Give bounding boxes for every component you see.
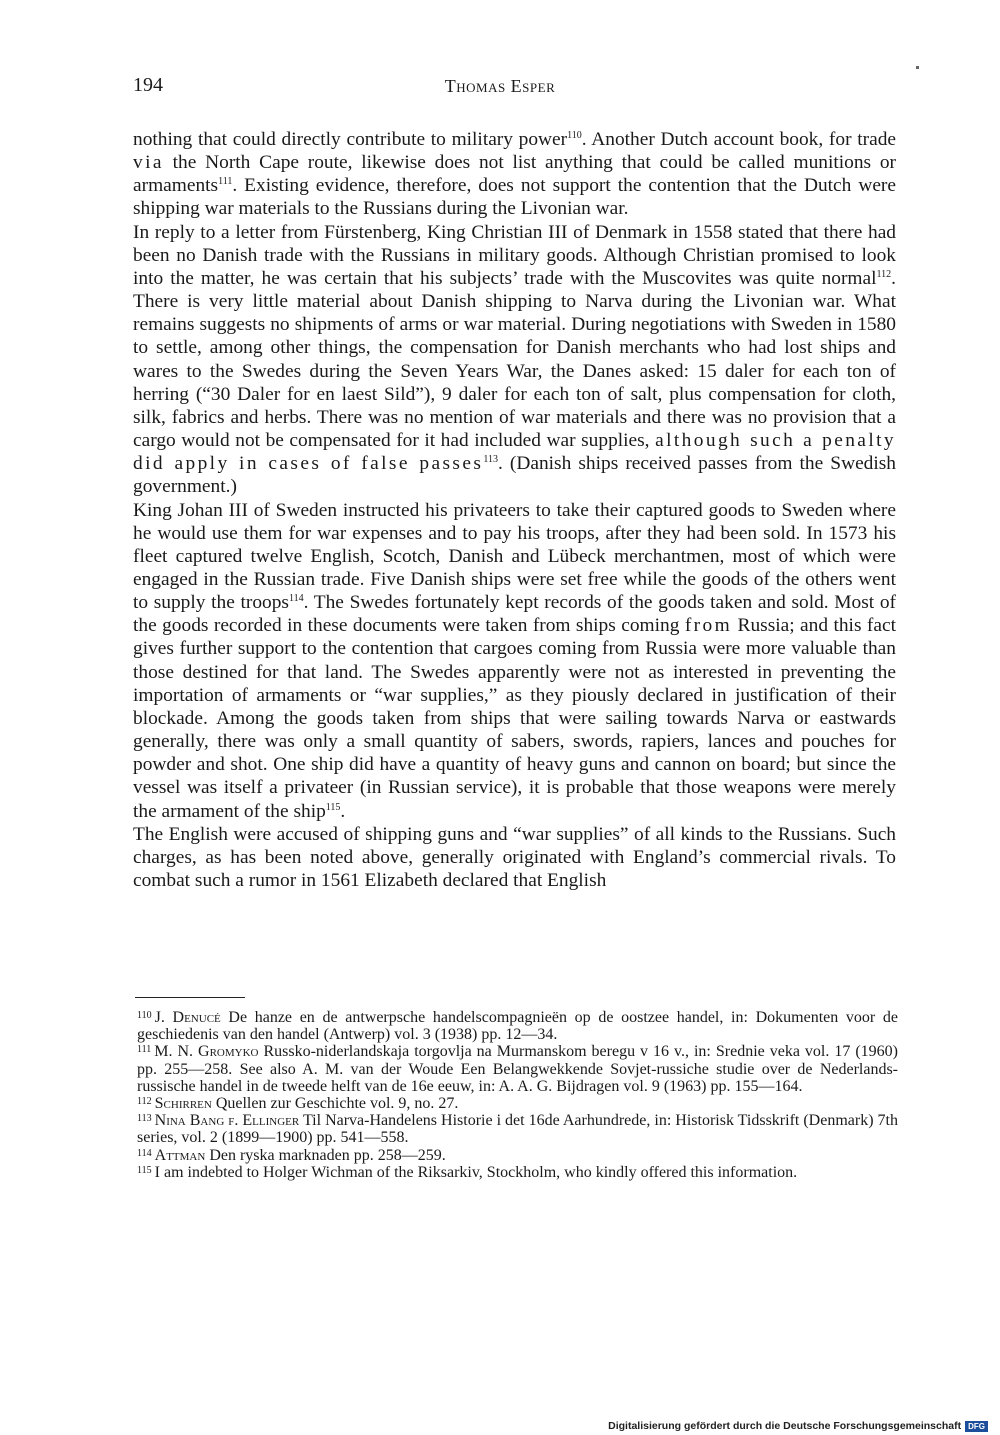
paragraph-2: In reply to a letter from Fürstenberg, King Christian III of Denmark in 1558 stated that there had been no Danish trade with the Russians in military goods. Although Christian promised to look into the matter, he was certain that his subjects’ trade with the Muscovites was quite normal$^{112}$. There is very little material about Danish shipping to Narva during the Livonian war. What remains suggests no shipments of arms or war material. During negotiations with Sweden in 1580 to settle, among other things, the compensation for Danish merchants who had lost ships and wares to the Swedes during the Seven Years War, the Danes asked: 15 daler for each ton of herring (“30 Daler for en laest Sild”), 9 daler for each ton of salt, plus compensation for cloth, silk, fabrics and herbs. There was no mention of war materials and there was no provision that a cargo would not be compensated for it had included war supplies, although such a penalty did apply in cases of false passes$^{113}$. (Danish ships received passes from the Swedish government.): [133, 221, 897, 498]
footnote-ref-110[interactable]: 110: [567, 130, 582, 141]
paragraph-1: nothing that could directly contribute to military power$^{110}$. Another Dutch account book, for trade via the North Cape route, likewise does not list anything that could be called munitions or armaments$^{111}$. Existing evidence, therefore, does not support the contention that the Dutch were shipping war materials to the Russians during the Livonian war.: [133, 129, 896, 220]
footnote-113: $^{113}$ Nina Bang f. Ellinger Til Narva-Handelens Historie i det 16de Aarhundrede, in: Historisk Tidsskrift (Denmark) 7th series, vol. 2 (1899—1900) pp. 541—558.: [137, 1112, 899, 1147]
footnote-author: J. Denucé: [154, 1009, 221, 1026]
footnote-112: $^{112}$ Schirren Quellen zur Geschichte vol. 9, no. 27.: [137, 1095, 459, 1113]
paragraph-3: King Johan III of Sweden instructed his privateers to take their captured goods to Sweden where he would use them for war expenses and to pay his troops, after they had been sold. In 1573 his fleet captured twelve English, Scotch, Danish and Lübeck merchantmen, most of which were engaged in the Russian trade. Five Danish ships were set free while the goods of the others went to supply the troops$^{114}$. The Swedes fortunately kept records of the goods taken and sold. Most of the goods recorded in these documents were taken from ships coming from Russia; and this fact gives further support to the contention that cargoes coming from Russia were more valuable than those destined for that land. The Swedes apparently were not as interested in preventing the importation of armaments or “war supplies,” as they piously declared in justification of their blockade. Among the goods taken from ships that were sailing towards Narva or eastwards generally, there was only a small quantity of sabers, swords, rapiers, lances and pouches for powder and shot. One ship did have a quantity of heavy guns and cannon on board; but since the vessel was itself a privateer (in Russian service), it is probable that those weapons were merely the armament of the ship$^{115}$.: [133, 499, 896, 822]
running-head: Thomas Esper: [444, 76, 556, 96]
footnote-ref-112[interactable]: 112: [876, 268, 892, 280]
page-number: 194: [133, 74, 163, 96]
scan-speck: [916, 66, 919, 69]
footnote-114: $^{114}$ Attman Den ryska marknaden pp. 258—259.: [137, 1146, 446, 1164]
footnote-115: $^{115}$ I am indebted to Holger Wichman of the Riksarkiv, Stockholm, who kindly offered this information.: [137, 1163, 798, 1181]
dfg-funding-banner[interactable]: [608, 1420, 988, 1432]
emphasis-from: from: [684, 615, 733, 637]
footnote-author: Nina Bang f. Ellinger: [154, 1112, 300, 1130]
footnote-ref-111[interactable]: 111: [218, 176, 233, 188]
paragraph-4: The English were accused of shipping guns and “war supplies” of all kinds to the Russians. Such charges, as has been noted above, generally originated with England’s commercial rivals. To combat such a rumor in 1561 Elizabeth declared that English: [133, 823, 896, 891]
emphasis-penalty: although such a penalty did apply in cases of false passes: [133, 430, 896, 475]
footnote-ref-115[interactable]: 115: [325, 801, 341, 813]
footnote-author: Schirren: [154, 1095, 212, 1113]
footnote-110: $^{110}$ J. Denucé De hanze en de antwerpsche handelscompagnieën op de oostzee handel, in: Dokumenten voor de geschiedenis van den handel (Antwerp) vol. 3 (1938) pp. 12—34.: [137, 1009, 898, 1044]
dfg-banner-text: Digitalisierung gefördert durch die Deutsche Forschungsgemeinschaft: [608, 1420, 962, 1432]
footnote-author: M. N. Gromyko: [154, 1043, 259, 1061]
footnote-author: Attman: [154, 1146, 206, 1164]
body-text: [133, 128, 896, 892]
emphasis-via: via: [133, 152, 164, 174]
footnote-divider: [135, 997, 245, 998]
footnote-111: $^{111}$ M. N. Gromyko Russko-niderlandskaja torgovlja na Murmanskom beregu v 16 v., in: Srednie veka vol. 17 (1960) pp. 255—258. See also A. M. van der Woude Een Belangwekkende Sovjet-russiche studie over de Nederlands-russische handel in de tweede helft van de 16e eeuw, in: A. A. G. Bijdragen vol. 9 (1963) pp. 155—164.: [137, 1043, 898, 1095]
footnote-ref-114[interactable]: 114: [288, 593, 304, 605]
footnote-ref-113[interactable]: 113: [483, 454, 498, 466]
footnotes: [137, 1009, 898, 1181]
dfg-logo-icon: DFG: [965, 1421, 988, 1432]
